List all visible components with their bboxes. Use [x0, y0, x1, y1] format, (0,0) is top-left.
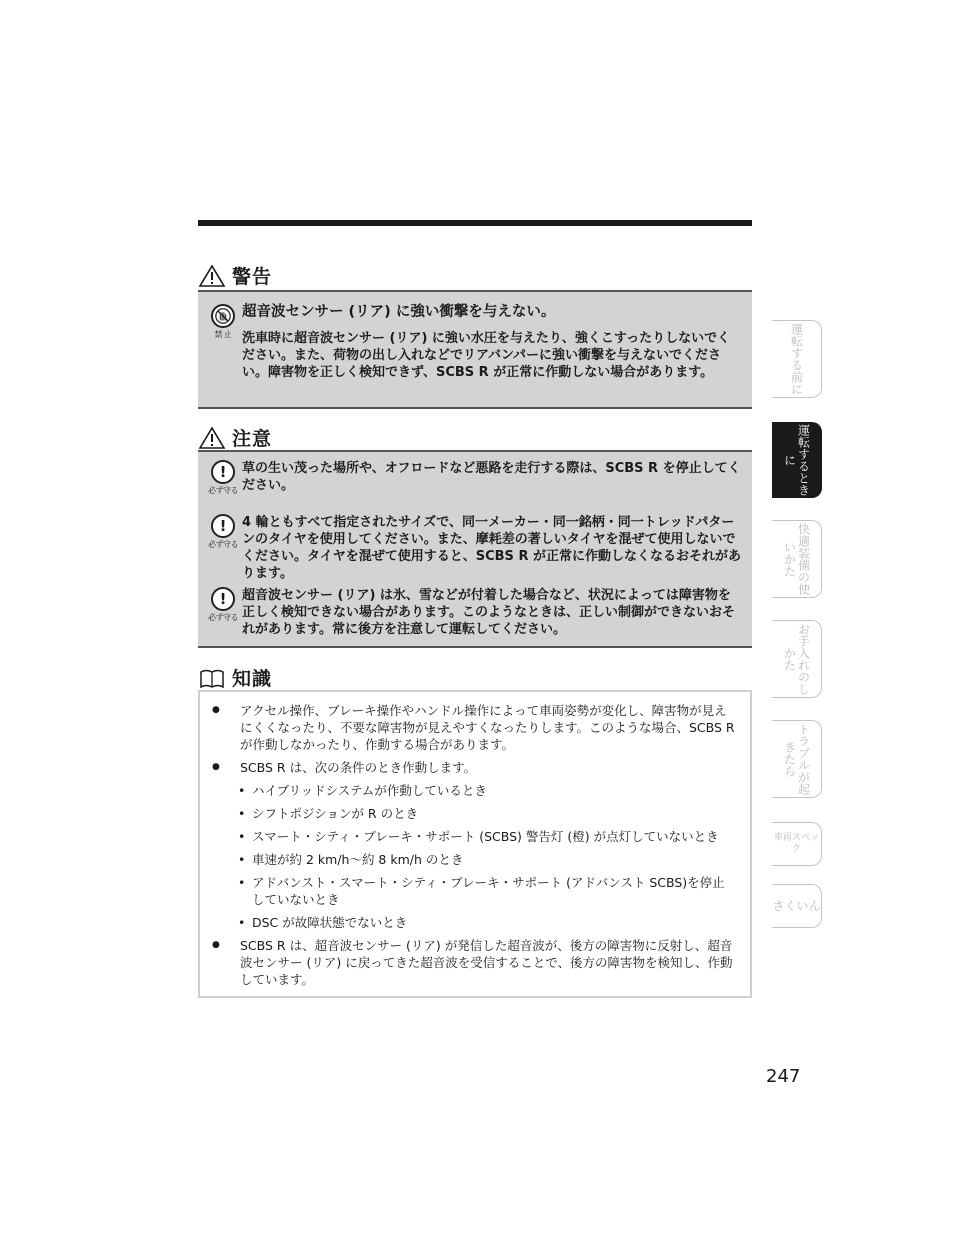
must-follow-badge [206, 587, 240, 623]
condition-item: • ハイブリッドシステムが作動しているとき [210, 782, 736, 799]
must-follow-badge [206, 514, 240, 550]
knowledge-item: ● SCBS R は、次の条件のとき作動します。 [210, 759, 736, 776]
knowledge-item: ● アクセル操作、ブレーキ操作やハンドル操作によって車両姿勢が変化し、障害物が見えにくくなったり、不要な障害物が見えやすくなったりします。このような場合、SCBS R が作動しなかったり、作動する場合があります。 [210, 702, 736, 753]
prohibited-badge [206, 304, 240, 340]
tab-trouble[interactable]: トラブルが起きたら [772, 720, 822, 798]
knowledge-heading [198, 664, 272, 691]
knowledge-item: ● SCBS R は、超音波センサー (リア) が発信した超音波が、後方の障害物に反射し、超音波センサー (リア) に戻ってきた超音波を受信することで、後方の障害物を検知し、作動しています。 [210, 937, 736, 988]
must-follow-label: 必ず守る [208, 486, 238, 495]
tab-vehicle-specs[interactable]: 車両スペック [772, 822, 822, 866]
prohibited-hand-icon [211, 304, 235, 328]
condition-item: • アドバンスト・スマート・シティ・ブレーキ・サポート (アドバンスト SCBS)を停止していないとき [210, 874, 736, 908]
prohibited-label: 禁 止 [214, 330, 232, 339]
condition-item: • 車速が約 2 km/h〜約 8 km/h のとき [210, 851, 736, 868]
must-follow-label: 必ず守る [208, 540, 238, 549]
warning-title: 警告 [232, 266, 273, 288]
caution-heading [198, 424, 272, 451]
condition-item: • シフトポジションが R のとき [210, 805, 736, 822]
caution-box [198, 450, 752, 648]
exclamation-icon: ! [211, 587, 235, 611]
exclamation-icon: ! [211, 514, 235, 538]
tab-before-driving[interactable]: 運転する前に [772, 320, 822, 398]
tab-maintenance[interactable]: お手入れのしかた [772, 620, 822, 698]
warning-heading [198, 262, 272, 289]
warning-box [198, 290, 752, 409]
condition-item: • スマート・シティ・ブレーキ・サポート (SCBS) 警告灯 (橙) が点灯していないとき [210, 828, 736, 845]
condition-item: • DSC が故障状態でないとき [210, 914, 736, 931]
caution-triangle-icon [198, 426, 226, 450]
tab-when-driving[interactable]: 運転するときに [772, 422, 822, 498]
book-icon [198, 666, 226, 690]
knowledge-title: 知識 [232, 668, 273, 690]
warning-triangle-icon [198, 264, 226, 288]
tab-index[interactable]: さくいん [772, 884, 822, 928]
must-follow-label: 必ず守る [208, 613, 238, 622]
must-follow-badge [206, 460, 240, 496]
caution-text: 超音波センサー (リア) は氷、雪などが付着した場合など、状況によっては障害物を正しく検知できない場合があります。このようなときは、正しい制御ができないおそれがあります。常に後方を注意して運転してください。 [242, 588, 735, 637]
page-number: 247 [766, 1066, 801, 1087]
caution-text: 4 輪ともすべて指定されたサイズで、同一メーカー・同一銘柄・同一トレッドパターンのタイヤを使用してください。また、摩耗差の著しいタイヤを混ぜて使用しないでください。タイヤを混ぜて使用すると、SCBS R が正常に作動しなくなるおそれがあります。 [242, 515, 741, 581]
caution-title: 注意 [232, 428, 273, 450]
knowledge-list [210, 702, 736, 994]
tab-comfort-equipment[interactable]: 快適装備の使いかた [772, 520, 822, 598]
top-rule [198, 220, 752, 226]
warning-body: 洗車時に超音波センサー (リア) に強い水圧を与えたり、強くこすったりしないでください。また、荷物の出し入れなどでリアバンパーに強い衝撃を与えないでください。障害物を正しく検知できず、SCBS R が正常に作動しない場合があります。 [242, 331, 731, 380]
exclamation-icon: ! [211, 460, 235, 484]
knowledge-box [198, 690, 752, 998]
warning-headline: 超音波センサー (リア) に強い衝撃を与えない。 [242, 304, 556, 320]
caution-text: 草の生い茂った場所や、オフロードなど悪路を走行する際は、SCBS R を停止してください。 [242, 461, 741, 493]
